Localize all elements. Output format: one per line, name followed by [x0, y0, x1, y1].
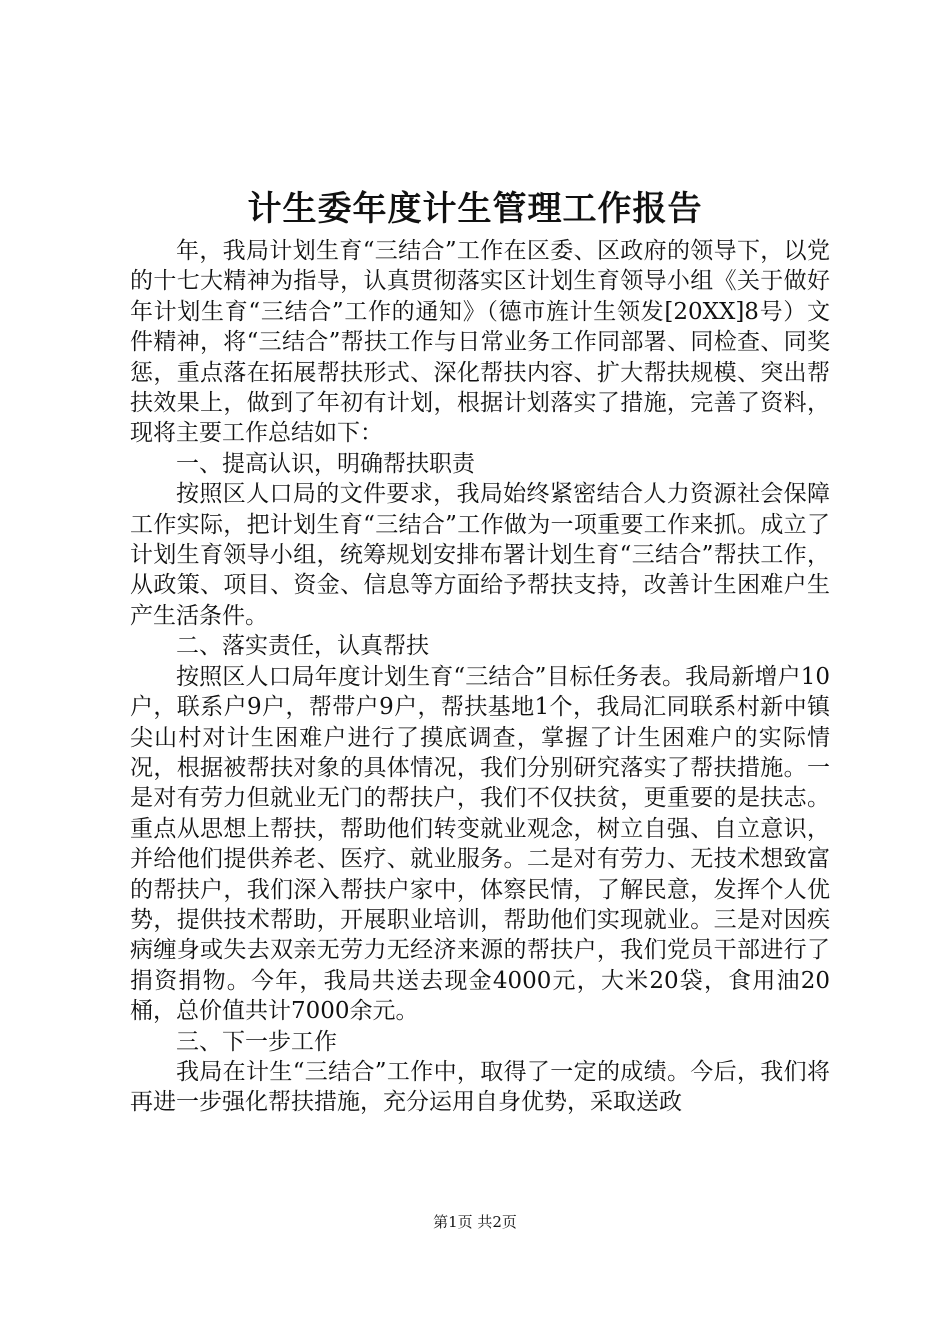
- section-heading-1: 一、提高认识，明确帮扶职责: [176, 450, 475, 477]
- section-heading-2: 二、落实责任，认真帮扶: [176, 633, 429, 660]
- section-heading-3: 三、下一步工作: [176, 1028, 337, 1055]
- intro-paragraph: 年，我局计划生育“三结合”工作在区委、区政府的领导下，以党的十七大精神为指导，认真贯彻落实区计划生育领导小组《关于做好年计划生育“三结合”工作的通知》（德市旌计生领发[20XX]8号）文件精神，将“三结合”帮扶工作与日常业务工作同部署、同检查、同奖惩，重点落在拓展帮扶形式、深化帮扶内容、扩大帮扶规模、突出帮扶效果上，做到了年初有计划，根据计划落实了措施，完善了资料，现将主要工作总结如下：: [130, 238, 830, 447]
- page-number-footer: 第1页 共2页: [433, 1213, 517, 1231]
- section-2-paragraph: 按照区人口局年度计划生育“三结合”目标任务表。我局新增户10户，联系户9户，帮带户9户，帮扶基地1个，我局汇同联系村新中镇尖山村对计生困难户进行了摸底调查，掌握了计生困难户的实际情况，根据被帮扶对象的具体情况，我们分别研究落实了帮扶措施。一是对有劳力但就业无门的帮扶户，我们不仅扶贫，更重要的是扶志。重点从思想上帮扶，帮助他们转变就业观念，树立自强、自立意识，并给他们提供养老、医疗、就业服务。二是对有劳力、无技术想致富的帮扶户，我们深入帮扶户家中，体察民情，了解民意，发挥个人优势，提供技术帮助，开展职业培训，帮助他们实现就业。三是对因疾病缠身或失去双亲无劳力无经济来源的帮扶户，我们党员干部进行了捐资捐物。今年，我局共送去现金4000元，大米20袋，食用油20桶，总价值共计7000余元。: [130, 663, 830, 1025]
- section-3-paragraph: 我局在计生“三结合”工作中，取得了一定的成绩。今后，我们将再进一步强化帮扶措施，充分运用自身优势，采取送政: [130, 1058, 830, 1116]
- section-1-paragraph: 按照区人口局的文件要求，我局始终紧密结合人力资源社会保障工作实际，把计划生育“三结合”工作做为一项重要工作来抓。成立了计划生育领导小组，统筹规划安排布署计划生育“三结合”帮扶工作，从政策、项目、资金、信息等方面给予帮扶支持，改善计生困难户生产生活条件。: [130, 481, 830, 629]
- document-body: [130, 236, 830, 1118]
- document-title: 计生委年度计生管理工作报告: [247, 189, 703, 229]
